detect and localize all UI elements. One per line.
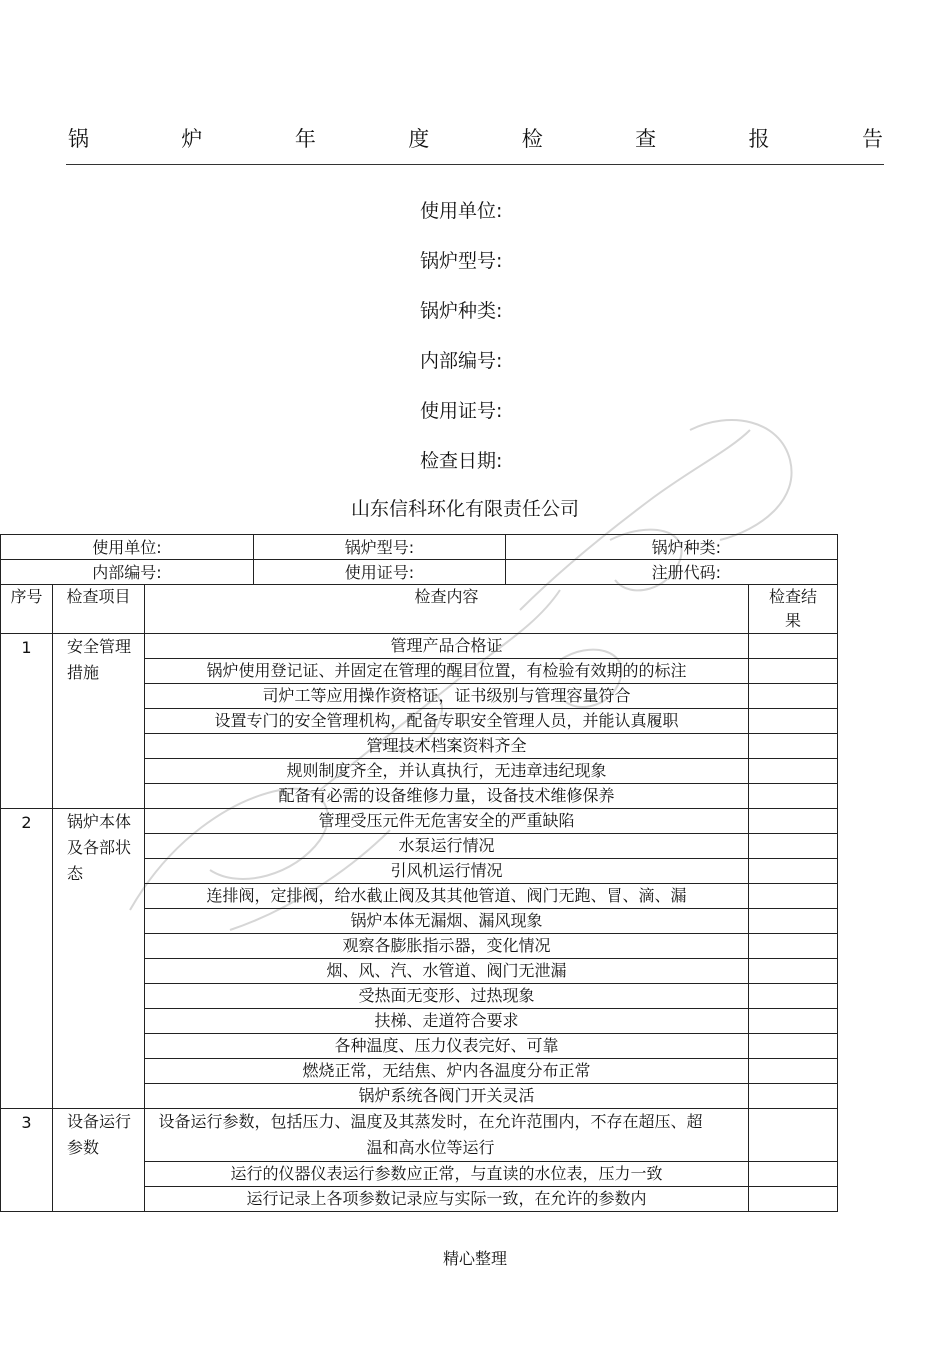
section-item: 锅炉本体及各部状态 [53, 809, 145, 1109]
check-result-cell[interactable] [749, 1009, 838, 1034]
check-content: 燃烧正常，无结焦、炉内各温度分布正常 [145, 1059, 749, 1084]
check-content: 锅炉系统各阀门开关灵活 [145, 1084, 749, 1109]
footer-text: 精心整理 [442, 1249, 507, 1268]
col-header-item: 检查项目 [53, 585, 145, 634]
check-content: 观察各膨胀指示器，变化情况 [145, 934, 749, 959]
cover-internal-no: 内部编号: [420, 350, 503, 372]
cover-boiler-model: 锅炉型号: [420, 250, 503, 272]
title-char: 告 [861, 127, 883, 151]
check-result-cell[interactable] [749, 734, 838, 759]
info-boiler-model: 锅炉型号: [344, 538, 415, 557]
section-number: 2 [1, 809, 53, 1109]
check-content: 受热面无变形、过热现象 [145, 984, 749, 1009]
check-result-cell[interactable] [749, 784, 838, 809]
title-char: 查 [635, 127, 657, 151]
col-header-content: 检查内容 [145, 585, 749, 634]
check-content: 扶梯、走道符合要求 [145, 1009, 749, 1034]
check-content: 运行的仪器仪表运行参数应正常，与直读的水位表，压力一致 [145, 1162, 749, 1187]
check-content: 锅炉本体无漏烟、漏风现象 [145, 909, 749, 934]
info-reg-code: 注册代码: [651, 563, 721, 582]
title-char: 检 [521, 127, 543, 151]
info-row [1, 560, 838, 585]
table-row [1, 634, 838, 659]
check-result-cell[interactable] [749, 659, 838, 684]
check-content: 管理产品合格证 [145, 634, 749, 659]
check-result-cell[interactable] [749, 1162, 838, 1187]
check-result-cell[interactable] [749, 634, 838, 659]
cover-boiler-type: 锅炉种类: [420, 300, 503, 322]
table-row [1, 809, 838, 834]
cover-use-cert-no: 使用证号: [420, 400, 503, 422]
inspection-table [0, 534, 838, 1212]
cover-check-date: 检查日期: [420, 450, 503, 472]
info-use-cert-no: 使用证号: [344, 563, 415, 582]
check-content: 司炉工等应用操作资格证，证书级别与管理容量符合 [145, 684, 749, 709]
info-cell [506, 560, 838, 585]
check-result-cell[interactable] [749, 934, 838, 959]
check-result-cell[interactable] [749, 834, 838, 859]
check-result-cell[interactable] [749, 884, 838, 909]
info-cell [254, 535, 506, 560]
info-cell [1, 535, 254, 560]
check-result-cell[interactable] [749, 684, 838, 709]
col-header-seq: 序号 [1, 585, 53, 634]
info-row [1, 535, 838, 560]
check-content: 管理受压元件无危害安全的严重缺陷 [145, 809, 749, 834]
check-content: 引风机运行情况 [145, 859, 749, 884]
check-content: 配备有必需的设备维修力量，设备技术维修保养 [145, 784, 749, 809]
cover-use-unit: 使用单位: [420, 200, 503, 222]
check-content: 水泵运行情况 [145, 834, 749, 859]
title-char: 锅 [68, 127, 89, 151]
company-name: 山东信科环化有限责任公司 [350, 498, 579, 520]
check-result-cell[interactable] [749, 1084, 838, 1109]
check-content: 运行记录上各项参数记录应与实际一致，在允许的参数内 [145, 1187, 749, 1212]
check-result-cell[interactable] [749, 1109, 838, 1162]
check-content: 设备运行参数，包括压力、温度及其蒸发时，在允许范围内，不存在超压、超温和高水位等运行 [145, 1109, 749, 1162]
section-number: 3 [1, 1109, 53, 1212]
title-char: 年 [294, 127, 316, 151]
check-result-cell[interactable] [749, 759, 838, 784]
info-boiler-type: 锅炉种类: [651, 538, 721, 557]
check-content: 设置专门的安全管理机构，配备专职安全管理人员，并能认真履职 [145, 709, 749, 734]
check-content: 各种温度、压力仪表完好、可靠 [145, 1034, 749, 1059]
section-item: 设备运行参数 [53, 1109, 145, 1212]
column-header-row [1, 585, 838, 634]
check-content: 锅炉使用登记证、并固定在管理的醒目位置，有检验有效期的的标注 [145, 659, 749, 684]
info-cell [254, 560, 506, 585]
check-result-cell[interactable] [749, 709, 838, 734]
table-row [1, 1109, 838, 1162]
info-use-unit: 使用单位: [92, 538, 162, 557]
check-content: 烟、风、汽、水管道、阀门无泄漏 [145, 959, 749, 984]
title-char: 报 [748, 127, 770, 151]
check-result-cell[interactable] [749, 984, 838, 1009]
check-result-cell[interactable] [749, 909, 838, 934]
info-cell [506, 535, 838, 560]
title-char: 度 [408, 127, 430, 151]
check-result-cell[interactable] [749, 1187, 838, 1212]
check-content: 管理技术档案资料齐全 [145, 734, 749, 759]
info-cell [1, 560, 254, 585]
check-result-cell[interactable] [749, 809, 838, 834]
check-result-cell[interactable] [749, 1034, 838, 1059]
check-result-cell[interactable] [749, 859, 838, 884]
check-result-cell[interactable] [749, 1059, 838, 1084]
info-internal-no: 内部编号: [92, 563, 162, 582]
check-content: 连排阀，定排阀，给水截止阀及其其他管道、阀门无跑、冒、滴、漏 [145, 884, 749, 909]
section-item: 安全管理措施 [53, 634, 145, 809]
title-char: 炉 [181, 127, 203, 151]
check-result-cell[interactable] [749, 959, 838, 984]
title-divider [66, 164, 884, 165]
report-title [68, 122, 883, 154]
col-header-result: 检查结果 [749, 585, 838, 634]
section-number: 1 [1, 634, 53, 809]
check-content: 规则制度齐全，并认真执行，无违章违纪现象 [145, 759, 749, 784]
